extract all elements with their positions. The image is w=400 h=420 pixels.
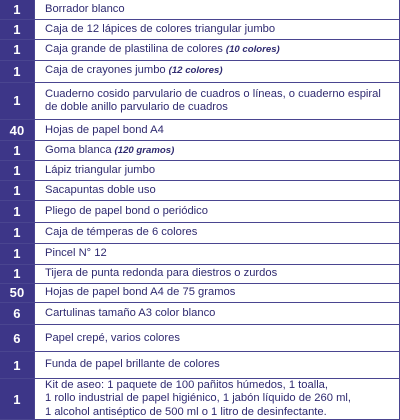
item-text: Pincel N° 12 <box>45 246 107 259</box>
item-description <box>34 83 400 120</box>
quantity-cell: 1 <box>0 61 34 82</box>
item-description <box>34 0 400 19</box>
table-row <box>0 180 400 200</box>
item-description <box>34 181 400 200</box>
table-row <box>0 160 400 180</box>
item-description <box>34 265 400 283</box>
table-row <box>0 39 400 60</box>
table-row <box>0 283 400 303</box>
item-text: Caja de témperas de 6 colores <box>45 226 198 239</box>
item-text: Hojas de papel bond A4 <box>45 123 164 136</box>
item-text: Lápiz triangular jumbo <box>45 163 156 176</box>
item-description <box>34 141 400 160</box>
item-description <box>34 325 400 351</box>
quantity-cell: 1 <box>0 201 34 222</box>
item-description <box>34 223 400 243</box>
item-text: Caja de 12 lápices de colores triangular jumbo <box>45 22 276 35</box>
item-text: Papel crepé, varios colores <box>45 331 180 344</box>
quantity-cell: 1 <box>0 181 34 200</box>
item-text: Tijera de punta redonda para diestros o zurdos <box>45 266 278 279</box>
item-text: Pliego de papel bond o periódico <box>45 204 208 217</box>
item-description <box>34 161 400 180</box>
table-row <box>0 60 400 82</box>
table-row <box>0 264 400 283</box>
item-text: Borrador blanco <box>45 2 125 15</box>
table-row <box>0 378 400 419</box>
item-text: Cartulinas tamaño A3 color blanco <box>45 307 216 320</box>
item-note: (12 colores) <box>168 65 223 77</box>
table-row <box>0 82 400 120</box>
quantity-cell: 6 <box>0 303 34 324</box>
table-row <box>0 140 400 160</box>
item-text: Caja grande de plastilina de colores <box>45 43 223 56</box>
item-description <box>34 244 400 264</box>
quantity-cell: 1 <box>0 379 34 419</box>
quantity-cell: 50 <box>0 284 34 303</box>
quantity-cell: 1 <box>0 223 34 243</box>
item-text-line: Kit de aseo: 1 paquete de 100 pañitos húmedos, 1 toalla, <box>45 378 329 391</box>
table-row <box>0 200 400 222</box>
table-row <box>0 302 400 324</box>
table-row <box>0 19 400 39</box>
item-description <box>34 303 400 324</box>
quantity-cell: 1 <box>0 0 34 19</box>
table-row <box>0 222 400 243</box>
table-row <box>0 351 400 378</box>
item-description <box>34 379 400 419</box>
quantity-cell: 1 <box>0 83 34 120</box>
quantity-cell: 1 <box>0 265 34 283</box>
item-note: (120 gramos) <box>114 144 175 156</box>
item-description <box>34 40 400 60</box>
item-text: Goma blanca <box>45 143 112 156</box>
item-description <box>34 201 400 222</box>
quantity-cell: 1 <box>0 20 34 39</box>
quantity-cell: 1 <box>0 141 34 160</box>
item-description <box>34 284 400 303</box>
quantity-cell: 1 <box>0 352 34 378</box>
table-row <box>0 243 400 264</box>
item-description <box>34 352 400 378</box>
quantity-cell: 1 <box>0 40 34 60</box>
item-description <box>34 120 400 140</box>
quantity-cell: 6 <box>0 325 34 351</box>
table-row <box>0 324 400 351</box>
item-text-line: 1 alcohol antiséptico de 500 ml o 1 litro de desinfectante. <box>45 405 327 418</box>
item-text: Hojas de papel bond A4 de 75 gramos <box>45 286 236 299</box>
item-text: Caja de crayones jumbo <box>45 64 166 77</box>
quantity-cell: 1 <box>0 161 34 180</box>
table-row <box>0 0 400 19</box>
item-description <box>34 61 400 82</box>
table-row <box>0 119 400 140</box>
quantity-cell: 1 <box>0 244 34 264</box>
item-description <box>34 20 400 39</box>
item-text: Funda de papel brillante de colores <box>45 358 220 371</box>
quantity-cell: 40 <box>0 120 34 140</box>
item-text: Cuaderno cosido parvulario de cuadros o líneas, o cuaderno espiral de doble anillo parvulario de cuadros <box>45 87 381 113</box>
item-text-line: 1 rollo industrial de papel higiénico, 1 jabón líquido de 260 ml, <box>45 392 351 405</box>
item-text: Sacapuntas doble uso <box>45 183 156 196</box>
item-note: (10 colores) <box>225 44 280 56</box>
